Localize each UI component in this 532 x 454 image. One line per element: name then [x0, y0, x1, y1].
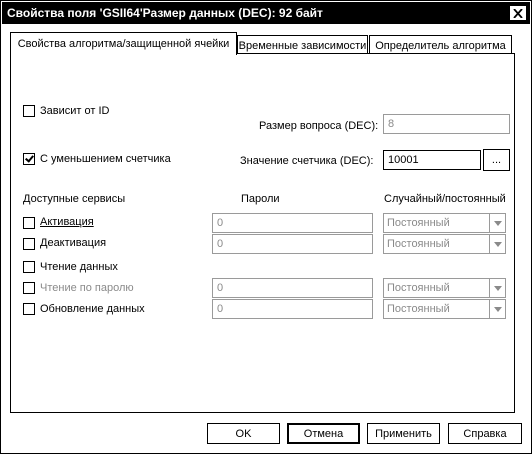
service-deactivation-label: Деактивация: [40, 237, 107, 249]
tab-label: Свойства алгоритма/защищенной ячейки: [17, 38, 230, 50]
service-read-by-password-label: Чтение по паролю: [40, 282, 134, 294]
decrement-counter-checkbox[interactable]: [23, 153, 35, 165]
dropdown-arrow-icon[interactable]: [489, 214, 505, 232]
service-update-data-label: Обновление данных: [40, 303, 145, 315]
question-size-label: Размер вопроса (DEC):: [259, 120, 379, 132]
service-update-data-mode-select[interactable]: [383, 299, 506, 319]
window-title: Свойства поля 'GSII64'Размер данных (DEC): 92 байт: [7, 6, 323, 20]
question-size-field[interactable]: 8: [383, 114, 510, 134]
available-services-header: Доступные сервисы: [23, 193, 126, 205]
service-read-by-password-password[interactable]: 0: [212, 278, 373, 298]
tab-algorithm-definer[interactable]: [369, 35, 512, 55]
depends-id-label: Зависит от ID: [40, 105, 110, 117]
tab-time-dependencies[interactable]: [237, 35, 368, 55]
service-deactivation-mode-select[interactable]: [383, 234, 506, 254]
counter-value-label: Значение счетчика (DEC):: [240, 155, 374, 167]
tab-label: Временные зависимости: [238, 39, 367, 52]
select-value: Постоянный: [387, 303, 450, 315]
select-value: Постоянный: [387, 282, 450, 294]
service-deactivation-password[interactable]: 0: [212, 234, 373, 254]
title-bar: [2, 2, 530, 24]
ok-button[interactable]: OK: [207, 423, 280, 444]
counter-browse-button[interactable]: ...: [483, 149, 510, 171]
service-read-by-password-mode-select[interactable]: [383, 278, 506, 298]
service-activation-mode-select[interactable]: [383, 213, 506, 233]
service-activation-label: Активация: [40, 216, 94, 228]
mode-header: Случайный/постоянный: [384, 193, 506, 205]
service-activation-checkbox[interactable]: [23, 217, 35, 229]
service-read-data-checkbox[interactable]: [23, 261, 35, 273]
close-icon: [513, 9, 523, 18]
decrement-counter-label: С уменьшением счетчика: [40, 153, 171, 165]
cancel-button[interactable]: Отмена: [287, 423, 360, 444]
dropdown-arrow-icon[interactable]: [489, 300, 505, 318]
counter-value-field[interactable]: 10001: [383, 150, 481, 170]
help-button[interactable]: Справка: [448, 423, 522, 444]
service-read-data-label: Чтение данных: [40, 261, 118, 273]
close-button[interactable]: [509, 5, 527, 21]
select-value: Постоянный: [387, 217, 450, 229]
dropdown-arrow-icon[interactable]: [489, 235, 505, 253]
service-deactivation-checkbox[interactable]: [23, 238, 35, 250]
tab-algorithm-properties[interactable]: [10, 32, 237, 55]
apply-button[interactable]: Применить: [367, 423, 440, 444]
service-update-data-checkbox[interactable]: [23, 303, 35, 315]
passwords-header: Пароли: [241, 193, 280, 205]
select-value: Постоянный: [387, 238, 450, 250]
dropdown-arrow-icon[interactable]: [489, 279, 505, 297]
depends-id-checkbox[interactable]: [23, 105, 35, 117]
service-read-by-password-checkbox[interactable]: [23, 282, 35, 294]
tab-label: Определитель алгоритма: [375, 39, 506, 52]
service-update-data-password[interactable]: 0: [212, 299, 373, 319]
service-activation-password[interactable]: 0: [212, 213, 373, 233]
